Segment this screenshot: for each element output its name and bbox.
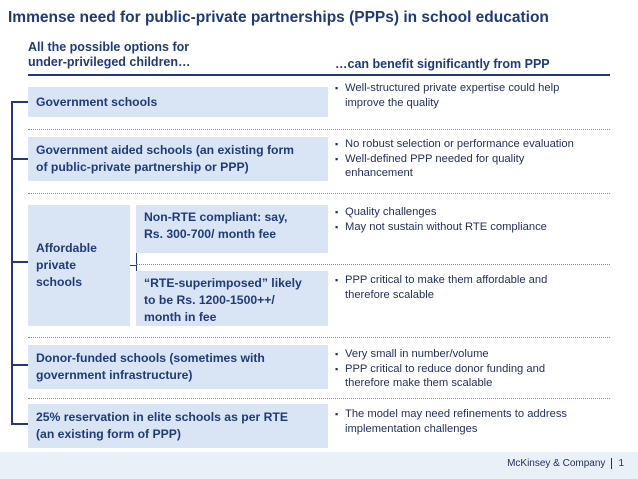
- bullet-icon: ▪: [335, 363, 339, 374]
- bracket-tick-5: [11, 423, 28, 425]
- option-label-line: Government schools: [36, 94, 158, 109]
- bullet-text: The model may need refinements to address: [345, 408, 568, 420]
- option-box-government-schools: [28, 87, 328, 117]
- bullet-icon: ▪: [335, 349, 339, 359]
- bullet-text: Well-defined PPP needed for quality: [345, 152, 525, 165]
- right-column-header: …can benefit significantly from PPP: [335, 57, 550, 71]
- benefit-bullet: [335, 81, 615, 110]
- option-label-line: of public-private partnership or PPP): [36, 160, 249, 174]
- bullet-text: Very small in number/volume: [345, 348, 489, 360]
- benefit-bullet: [335, 137, 615, 152]
- option-box-affordable-private-schools: [28, 205, 130, 326]
- left-header-line-1: All the possible options for: [28, 40, 190, 54]
- bullet-icon: ▪: [335, 221, 339, 232]
- bracket-tick-1: [11, 101, 28, 103]
- option-label-line: schools: [36, 275, 83, 289]
- bullet-text: May not sustain without RTE compliance: [345, 220, 547, 233]
- benefit-list-rte-superimposed: [335, 273, 615, 302]
- bullet-text: implementation challenges: [345, 422, 478, 435]
- bullet-text: PPP critical to reduce donor funding and: [345, 362, 546, 375]
- benefit-list-donor-funded-schools: [335, 347, 615, 391]
- option-label-line: Non-RTE compliant: say,: [144, 210, 288, 224]
- bullet-icon: ▪: [335, 139, 339, 149]
- bullet-text: improve the quality: [345, 96, 439, 109]
- benefit-bullet: [335, 362, 615, 391]
- option-label-line: Rs. 300-700/ month fee: [144, 227, 277, 241]
- sub-option-box-non-rte: [136, 205, 328, 253]
- bullet-text: Well-structured private expertise could help: [345, 82, 560, 94]
- option-label-line: month in fee: [144, 310, 217, 324]
- bullet-text: No robust selection or performance evaluation: [345, 138, 574, 150]
- bullet-text: enhancement: [345, 167, 413, 179]
- option-label-line: “RTE-superimposed” likely: [144, 276, 302, 290]
- sub-option-box-rte-superimposed: [136, 271, 328, 326]
- bullet-icon: ▪: [335, 409, 339, 419]
- option-label-line: government infrastructure): [36, 368, 193, 382]
- left-header-line-2: under-privileged children…: [28, 55, 191, 69]
- bracket-tick-2: [11, 158, 28, 160]
- option-box-donor-funded-schools: [28, 345, 328, 389]
- benefit-bullet: [335, 220, 615, 235]
- bullet-icon: ▪: [335, 153, 339, 164]
- bullet-icon: ▪: [335, 207, 339, 217]
- footer-separator: [611, 458, 612, 469]
- page-title: Immense need for public-private partnerships (PPPs) in school education: [8, 9, 549, 26]
- benefit-bullet: [335, 205, 615, 220]
- header-divider: [28, 74, 610, 76]
- bullet-icon: ▪: [335, 83, 339, 93]
- benefit-list-non-rte: [335, 205, 615, 234]
- option-label-line: Donor-funded schools (sometimes with: [36, 351, 265, 365]
- row-divider: [28, 398, 610, 399]
- bullet-text: PPP critical to make them affordable and: [345, 274, 548, 286]
- page-number: 1: [618, 458, 624, 470]
- company-name: McKinsey & Company: [507, 458, 606, 470]
- benefit-bullet: [335, 347, 615, 362]
- benefit-bullet: [335, 407, 615, 436]
- row-divider: [136, 264, 610, 265]
- footer: [507, 458, 624, 469]
- bracket-tick-3: [11, 261, 28, 263]
- bullet-icon: ▪: [335, 275, 339, 285]
- option-label-line: Government aided schools (an existing form: [36, 143, 295, 157]
- option-label-line: private: [36, 258, 76, 272]
- bullet-text: therefore scalable: [345, 288, 434, 301]
- bullet-text: therefore make them scalable: [345, 377, 493, 389]
- bullet-text: Quality challenges: [345, 206, 437, 218]
- row-divider: [28, 193, 610, 194]
- option-label-line: Affordable: [36, 241, 97, 255]
- option-label-line: 25% reservation in elite schools as per RTE: [36, 410, 288, 424]
- benefit-list-government-schools: [335, 81, 615, 110]
- bracket-tick-4: [11, 364, 28, 366]
- option-label-line: (an existing form of PPP): [36, 427, 181, 441]
- option-box-government-aided-schools: [28, 137, 328, 181]
- option-label-line: to be Rs. 1200-1500++/: [144, 293, 275, 307]
- row-divider: [28, 337, 610, 338]
- benefit-list-government-aided-schools: [335, 137, 615, 181]
- row-divider: [28, 129, 610, 130]
- benefit-list-rte-reservation: [335, 407, 615, 436]
- benefit-bullet: [335, 273, 615, 302]
- option-box-rte-reservation: [28, 404, 328, 448]
- left-column-header: [28, 40, 328, 70]
- benefit-bullet: [335, 152, 615, 181]
